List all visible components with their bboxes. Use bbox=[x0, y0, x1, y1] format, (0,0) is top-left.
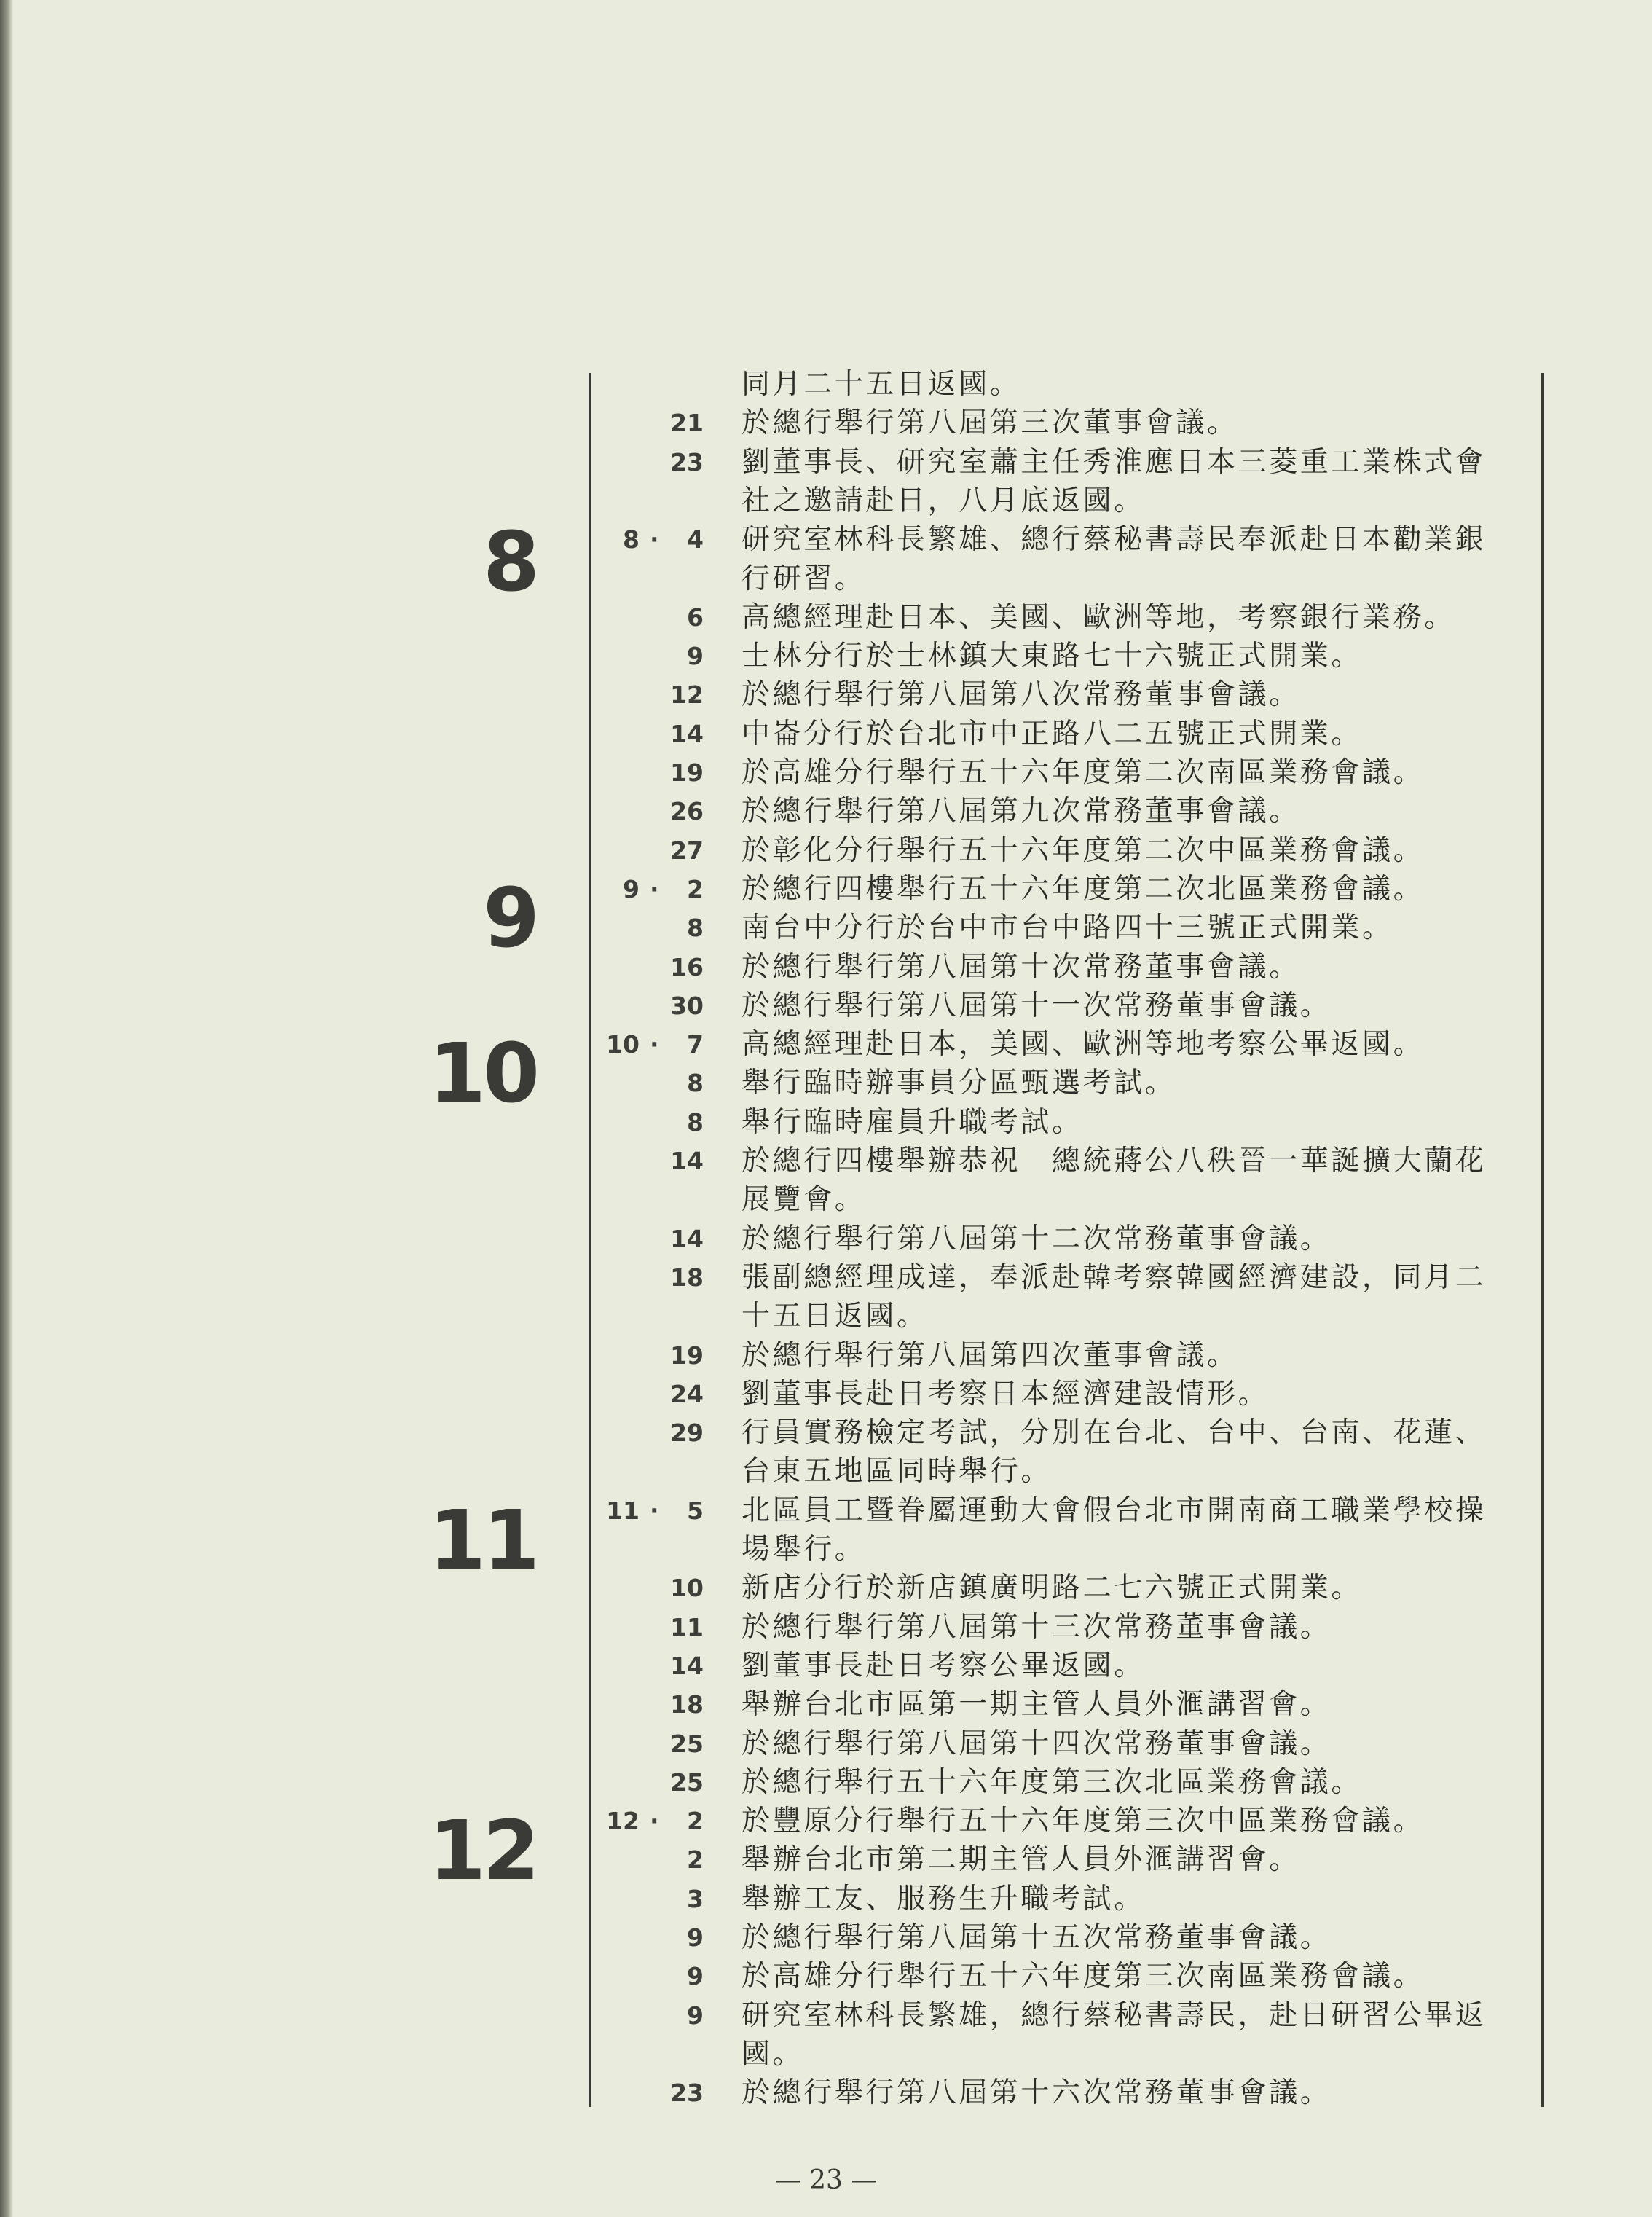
entry-day: 10 bbox=[670, 1574, 704, 1603]
entry-text: 於豐原分行舉行五十六年度第三次中區業務會議。 bbox=[742, 1805, 1425, 1838]
entry-text: 於總行四樓舉行五十六年度第二次北區業務會議。 bbox=[742, 872, 1425, 906]
month-heading: 12 bbox=[429, 1804, 537, 1899]
entry-text: 於總行舉行第八屆第十一次常務董事會議。 bbox=[742, 989, 1332, 1022]
entry-text: 張副總經理成達，奉派赴韓考察韓國經濟建設，同月二 bbox=[742, 1260, 1487, 1294]
page-number: — 23 — bbox=[774, 2165, 878, 2195]
entry-day: 7 bbox=[687, 1030, 704, 1059]
entry-day: 9 bbox=[687, 1962, 704, 1991]
entry-text: 於總行舉行第八屆第四次董事會議。 bbox=[742, 1338, 1238, 1372]
entry-day: 19 bbox=[670, 1341, 704, 1370]
entry-text: 十五日返國。 bbox=[742, 1300, 928, 1333]
entry-day: 27 bbox=[670, 836, 704, 865]
entry-day: 29 bbox=[670, 1419, 704, 1448]
entry-day: 25 bbox=[670, 1767, 704, 1797]
entry-text: 同月二十五日返國。 bbox=[742, 368, 1021, 401]
date-separator: · bbox=[650, 1807, 659, 1836]
entry-day: 14 bbox=[670, 1651, 704, 1680]
entry-day: 24 bbox=[670, 1379, 704, 1408]
date-separator: · bbox=[650, 525, 659, 554]
entry-text: 行員實務檢定考試，分別在台北、台中、台南、花蓮、 bbox=[742, 1416, 1487, 1450]
date-separator: · bbox=[650, 874, 659, 903]
entry-text: 場舉行。 bbox=[742, 1533, 866, 1566]
date-separator: · bbox=[650, 1030, 659, 1059]
entry-text: 舉辦台北市第二期主管人員外滙講習會。 bbox=[742, 1843, 1300, 1877]
entry-text: 於總行四樓舉辦恭祝 總統蔣公八秩晉一華誕擴大蘭花 bbox=[742, 1145, 1487, 1177]
entry-text: 士林分行於士林鎮大東路七十六號正式開業。 bbox=[742, 640, 1363, 673]
entry-day: 18 bbox=[670, 1263, 704, 1292]
entry-text: 於總行舉行第八屆第八次常務董事會議。 bbox=[742, 678, 1300, 712]
entry-text: 於總行舉行第八屆第十三次常務董事會議。 bbox=[742, 1610, 1332, 1644]
date-separator: · bbox=[650, 1496, 659, 1525]
entry-day: 5 bbox=[687, 1496, 704, 1525]
entry-text: 舉辦台北市區第一期主管人員外滙講習會。 bbox=[742, 1688, 1332, 1722]
entry-text: 於總行舉行第八屆第十二次常務董事會議。 bbox=[742, 1222, 1332, 1255]
entry-text: 舉行臨時雇員升職考試。 bbox=[742, 1105, 1083, 1139]
left-rule bbox=[589, 373, 591, 2107]
entry-day: 11 bbox=[670, 1612, 704, 1641]
entry-text: 展覽會。 bbox=[742, 1183, 866, 1217]
entry-text: 國。 bbox=[742, 2037, 804, 2071]
month-heading: 11 bbox=[429, 1494, 537, 1588]
entry-day: 18 bbox=[670, 1690, 704, 1719]
entry-text: 中崙分行於台北市中正路八二五號正式開業。 bbox=[742, 717, 1363, 750]
entry-day: 19 bbox=[670, 758, 704, 787]
entry-text: 於總行舉行第八屆第十五次常務董事會議。 bbox=[742, 1921, 1332, 1954]
book-binding-edge bbox=[0, 0, 13, 2217]
entry-text: 南台中分行於台中市台中路四十三號正式開業。 bbox=[742, 911, 1393, 945]
entry-day: 21 bbox=[670, 409, 704, 438]
entry-text: 行研習。 bbox=[742, 562, 866, 595]
entry-day: 4 bbox=[687, 525, 704, 554]
right-rule bbox=[1541, 373, 1544, 2107]
entry-day: 16 bbox=[670, 952, 704, 981]
entry-text: 於彰化分行舉行五十六年度第二次中區業務會議。 bbox=[742, 833, 1425, 867]
entry-text: 劉董事長赴日考察公畢返國。 bbox=[742, 1649, 1145, 1682]
entry-text: 高總經理赴日本，美國、歐洲等地考察公畢返國。 bbox=[742, 1028, 1425, 1062]
entry-text: 台東五地區同時舉行。 bbox=[742, 1455, 1053, 1488]
entry-month: 8 bbox=[623, 525, 640, 554]
entry-text: 高總經理赴日本、美國、歐洲等地，考察銀行業務。 bbox=[742, 600, 1455, 634]
entry-day: 23 bbox=[670, 447, 704, 476]
entry-month: 9 bbox=[623, 874, 640, 903]
entry-text: 新店分行於新店鎮廣明路二七六號正式開業。 bbox=[742, 1571, 1363, 1605]
entry-text: 劉董事長赴日考察日本經濟建設情形。 bbox=[742, 1377, 1270, 1410]
entry-text: 於總行舉行第八屆第十四次常務董事會議。 bbox=[742, 1727, 1332, 1760]
entry-text: 於總行舉行第八屆第十次常務董事會議。 bbox=[742, 950, 1300, 984]
entry-day: 9 bbox=[687, 1923, 704, 1952]
entry-day: 23 bbox=[670, 2079, 704, 2108]
entry-day: 2 bbox=[687, 874, 704, 903]
entry-text: 於高雄分行舉行五十六年度第三次南區業務會議。 bbox=[742, 1960, 1425, 1993]
entry-day: 9 bbox=[687, 2001, 704, 2030]
entry-text: 北區員工暨眷屬運動大會假台北市開南商工職業學校操 bbox=[742, 1494, 1487, 1527]
entry-text: 於總行舉行第八屆第十六次常務董事會議。 bbox=[742, 2076, 1332, 2110]
entry-month: 12 bbox=[606, 1807, 640, 1836]
entry-day: 25 bbox=[670, 1729, 704, 1758]
entry-text: 劉董事長、研究室蕭主任秀淮應日本三菱重工業株式會 bbox=[742, 445, 1487, 479]
entry-day: 3 bbox=[687, 1884, 704, 1913]
entry-day: 14 bbox=[670, 719, 704, 748]
entry-day: 2 bbox=[687, 1807, 704, 1836]
entry-day: 14 bbox=[670, 1224, 704, 1253]
entry-text: 於高雄分行舉行五十六年度第二次南區業務會議。 bbox=[742, 756, 1425, 789]
month-heading: 9 bbox=[483, 871, 537, 966]
entry-text: 舉辦工友、服務生升職考試。 bbox=[742, 1882, 1145, 1915]
entry-day: 30 bbox=[670, 991, 704, 1020]
month-heading: 8 bbox=[483, 515, 537, 610]
entry-month: 10 bbox=[606, 1030, 640, 1059]
entry-day: 8 bbox=[687, 914, 704, 943]
entry-text: 於總行舉行第八屆第三次董事會議。 bbox=[742, 407, 1238, 440]
entry-text: 社之邀請赴日，八月底返國。 bbox=[742, 484, 1145, 517]
entry-text: 研究室林科長繁雄、總行蔡秘書壽民奉派赴日本勸業銀 bbox=[742, 523, 1487, 557]
entry-day: 6 bbox=[687, 603, 704, 632]
entry-day: 12 bbox=[670, 680, 704, 710]
entry-day: 14 bbox=[670, 1147, 704, 1175]
entry-text: 於總行舉行第八屆第九次常務董事會議。 bbox=[742, 795, 1300, 828]
entry-text: 於總行舉行五十六年度第三次北區業務會議。 bbox=[742, 1765, 1363, 1799]
entry-text: 研究室林科長繁雄，總行蔡秘書壽民，赴日研習公畢返 bbox=[742, 1998, 1487, 2032]
entry-day: 26 bbox=[670, 797, 704, 826]
entry-day: 9 bbox=[687, 642, 704, 671]
entry-day: 8 bbox=[687, 1069, 704, 1098]
entry-day: 8 bbox=[687, 1107, 704, 1137]
entry-text: 舉行臨時辦事員分區甄選考試。 bbox=[742, 1067, 1176, 1100]
entry-month: 11 bbox=[606, 1496, 640, 1525]
month-heading: 10 bbox=[429, 1027, 537, 1121]
entry-day: 2 bbox=[687, 1845, 704, 1875]
